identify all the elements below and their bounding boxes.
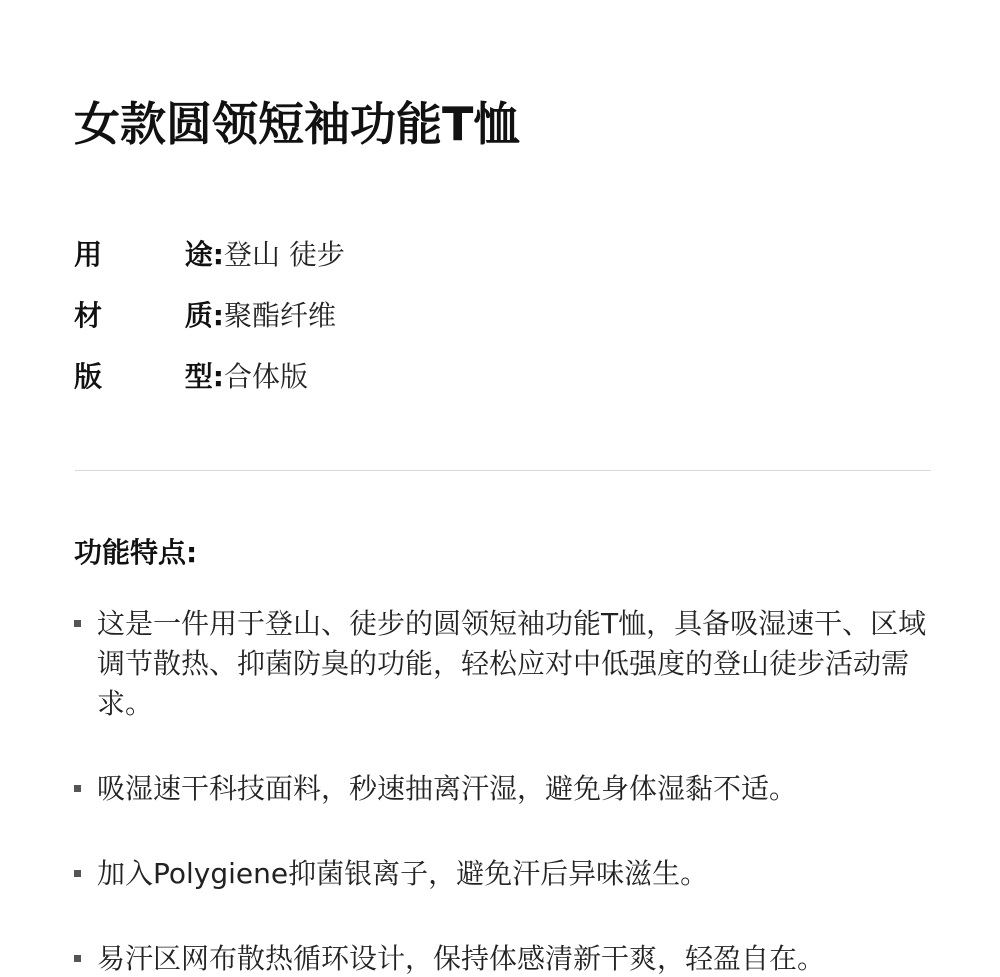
features-heading: 功能特点: [74, 536, 198, 569]
spec-label-char: 型: [184, 360, 224, 393]
square-bullet-icon [74, 870, 81, 877]
feature-text: 易汗区网布散热循环设计，保持体感清新干爽，轻盈自在。 [97, 942, 826, 975]
spec-label-char: 版 [74, 360, 103, 393]
spec-label-material [74, 294, 224, 334]
feature-item [74, 769, 944, 809]
feature-item [74, 939, 944, 977]
spec-label-fit [74, 355, 224, 395]
spec-label-char: 途: [184, 238, 224, 271]
feature-list [74, 604, 944, 977]
spec-row-material [74, 293, 934, 335]
square-bullet-icon [74, 620, 81, 627]
spec-label-usage [74, 233, 224, 273]
spec-label-char: 用 [74, 238, 103, 271]
square-bullet-icon [74, 955, 81, 962]
feature-text: 加入Polygiene抑菌银离子，避免汗后异味滋生。 [97, 857, 709, 890]
spec-value-material: 聚酯纤维 [224, 299, 337, 332]
square-bullet-icon [74, 785, 81, 792]
product-title: 女款圆领短袖功能T恤 [74, 97, 520, 151]
feature-item [74, 604, 944, 724]
spec-label-char: 质: [184, 299, 224, 332]
feature-text: 吸湿速干科技面料，秒速抽离汗湿，避免身体湿黏不适。 [97, 772, 798, 805]
spec-list [74, 232, 934, 415]
spec-value-usage: 登山 徒步 [224, 238, 345, 271]
spec-value-fit: 合体版 [224, 360, 309, 393]
feature-item [74, 854, 944, 894]
spec-label-char: 材 [74, 299, 103, 332]
feature-text: 这是一件用于登山、徒步的圆领短袖功能T恤，具备吸湿速干、区域调节散热、抑菌防臭的功能，轻松应对中低强度的登山徒步活动需求。 [97, 607, 927, 720]
section-divider [75, 470, 931, 471]
spec-row-fit [74, 354, 934, 396]
spec-row-usage [74, 232, 934, 274]
